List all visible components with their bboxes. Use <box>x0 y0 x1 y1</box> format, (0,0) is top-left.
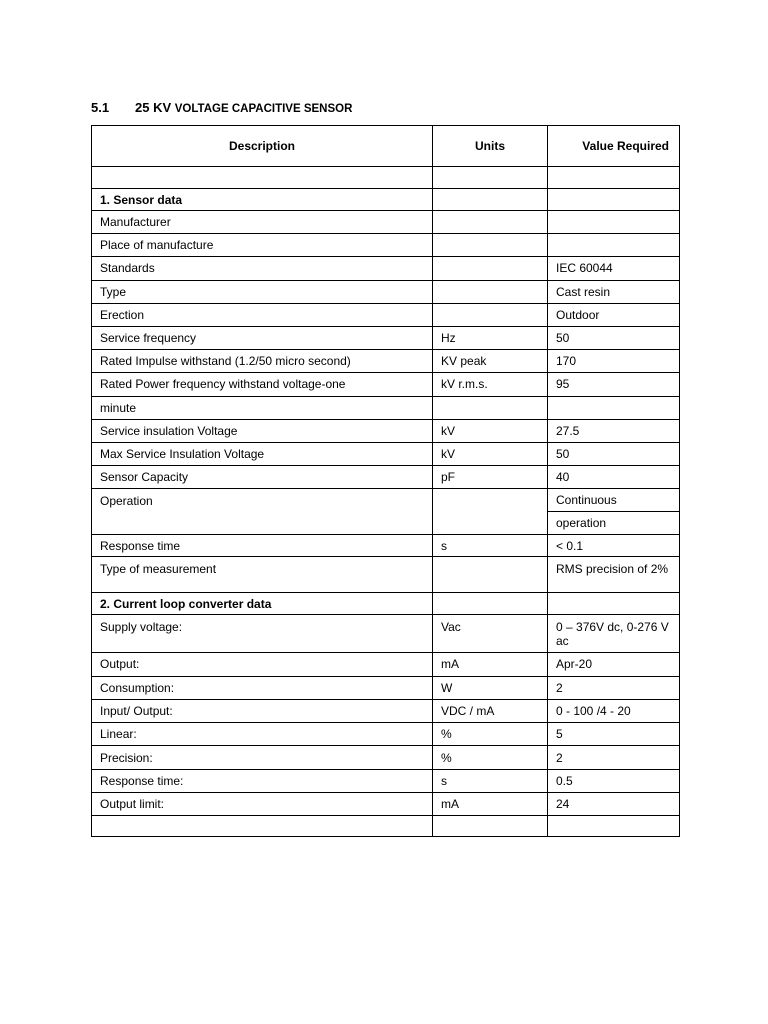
section-row-converter <box>92 593 680 615</box>
value-cell: 40 <box>548 466 680 489</box>
units-cell <box>433 257 548 280</box>
description-cell: minute <box>92 396 433 419</box>
value-cell: 170 <box>548 350 680 373</box>
units-cell <box>433 234 548 257</box>
value-cell: RMS precision of 2% <box>548 557 680 593</box>
value-cell <box>548 234 680 257</box>
value-cell: Outdoor <box>548 303 680 326</box>
units-cell: s <box>433 769 548 792</box>
units-cell: mA <box>433 793 548 816</box>
description-cell: Output: <box>92 653 433 676</box>
units-cell: kV <box>433 442 548 465</box>
table-row <box>92 419 680 442</box>
value-cell: 27.5 <box>548 419 680 442</box>
table-row <box>92 350 680 373</box>
units-cell <box>433 280 548 303</box>
description-cell: Manufacturer <box>92 211 433 234</box>
description-cell: Consumption: <box>92 676 433 699</box>
spec-table-body <box>92 126 680 837</box>
units-cell: W <box>433 676 548 699</box>
table-row <box>92 557 680 593</box>
section-title-rest: VOLTAGE CAPACITIVE SENSOR <box>174 103 353 115</box>
header-units: Units <box>433 126 548 167</box>
value-cell: 0.5 <box>548 769 680 792</box>
value-cell: Continuous <box>548 489 680 512</box>
units-cell: pF <box>433 466 548 489</box>
description-cell: Operation <box>92 489 433 535</box>
table-row <box>92 535 680 557</box>
value-cell: 24 <box>548 793 680 816</box>
table-row <box>92 442 680 465</box>
value-cell: 5 <box>548 723 680 746</box>
value-cell: 50 <box>548 326 680 349</box>
description-cell: Max Service Insulation Voltage <box>92 442 433 465</box>
section-row-sensor <box>92 189 680 211</box>
table-row-blank <box>92 167 680 189</box>
description-cell: Erection <box>92 303 433 326</box>
description-cell: Supply voltage: <box>92 615 433 653</box>
units-cell <box>433 189 548 211</box>
section-heading-converter: 2. Current loop converter data <box>92 593 433 615</box>
description-cell: Precision: <box>92 746 433 769</box>
value-cell: operation <box>548 512 680 535</box>
table-row <box>92 326 680 349</box>
table-row <box>92 303 680 326</box>
description-cell: Service frequency <box>92 326 433 349</box>
description-cell: Output limit: <box>92 793 433 816</box>
table-row <box>92 653 680 676</box>
value-cell: IEC 60044 <box>548 257 680 280</box>
value-cell: 0 – 376V dc, 0-276 V ac <box>548 615 680 653</box>
units-cell <box>433 557 548 593</box>
units-cell <box>433 593 548 615</box>
description-cell: Input/ Output: <box>92 699 433 722</box>
units-cell: % <box>433 746 548 769</box>
table-row <box>92 723 680 746</box>
section-title-main: 25 KV <box>135 100 172 115</box>
table-row <box>92 615 680 653</box>
description-cell: Service insulation Voltage <box>92 419 433 442</box>
value-cell: 95 <box>548 373 680 396</box>
spec-table <box>91 125 680 837</box>
section-heading-sensor: 1. Sensor data <box>92 189 433 211</box>
table-row <box>92 699 680 722</box>
units-cell: kV r.m.s. <box>433 373 548 396</box>
value-cell: 2 <box>548 746 680 769</box>
value-cell: Cast resin <box>548 280 680 303</box>
description-cell: Response time: <box>92 769 433 792</box>
description-cell: Type of measurement <box>92 557 433 593</box>
header-value-required: Value Required <box>548 126 680 167</box>
units-cell <box>433 303 548 326</box>
value-cell <box>548 189 680 211</box>
table-row <box>92 211 680 234</box>
table-row <box>92 466 680 489</box>
table-row <box>92 746 680 769</box>
description-cell: Linear: <box>92 723 433 746</box>
units-cell <box>433 489 548 535</box>
value-cell <box>548 593 680 615</box>
description-cell: Type <box>92 280 433 303</box>
table-row <box>92 280 680 303</box>
table-row <box>92 234 680 257</box>
table-row-operation <box>92 489 680 512</box>
table-row-blank <box>92 816 680 837</box>
description-cell: Standards <box>92 257 433 280</box>
value-cell <box>548 211 680 234</box>
description-cell: Rated Power frequency withstand voltage-one <box>92 373 433 396</box>
header-description: Description <box>92 126 433 167</box>
value-cell: Apr-20 <box>548 653 680 676</box>
units-cell <box>433 167 548 189</box>
section-number: 5.1 <box>91 100 110 115</box>
units-cell: VDC / mA <box>433 699 548 722</box>
units-cell: mA <box>433 653 548 676</box>
units-cell: s <box>433 535 548 557</box>
units-cell <box>433 396 548 419</box>
units-cell: Hz <box>433 326 548 349</box>
value-cell: 2 <box>548 676 680 699</box>
units-cell: Vac <box>433 615 548 653</box>
table-row <box>92 676 680 699</box>
table-row <box>92 769 680 792</box>
description-cell: Place of manufacture <box>92 234 433 257</box>
table-row <box>92 396 680 419</box>
value-cell: < 0.1 <box>548 535 680 557</box>
section-title <box>135 100 352 115</box>
units-cell <box>433 211 548 234</box>
table-header-row <box>92 126 680 167</box>
table-row <box>92 257 680 280</box>
value-cell <box>548 816 680 837</box>
units-cell <box>433 816 548 837</box>
description-cell <box>92 167 433 189</box>
description-cell: Rated Impulse withstand (1.2/50 micro second) <box>92 350 433 373</box>
table-row <box>92 373 680 396</box>
value-cell <box>548 167 680 189</box>
value-cell <box>548 396 680 419</box>
description-cell <box>92 816 433 837</box>
units-cell: KV peak <box>433 350 548 373</box>
value-cell: 0 - 100 /4 - 20 <box>548 699 680 722</box>
value-cell: 50 <box>548 442 680 465</box>
units-cell: % <box>433 723 548 746</box>
description-cell: Response time <box>92 535 433 557</box>
table-row <box>92 793 680 816</box>
units-cell: kV <box>433 419 548 442</box>
description-cell: Sensor Capacity <box>92 466 433 489</box>
